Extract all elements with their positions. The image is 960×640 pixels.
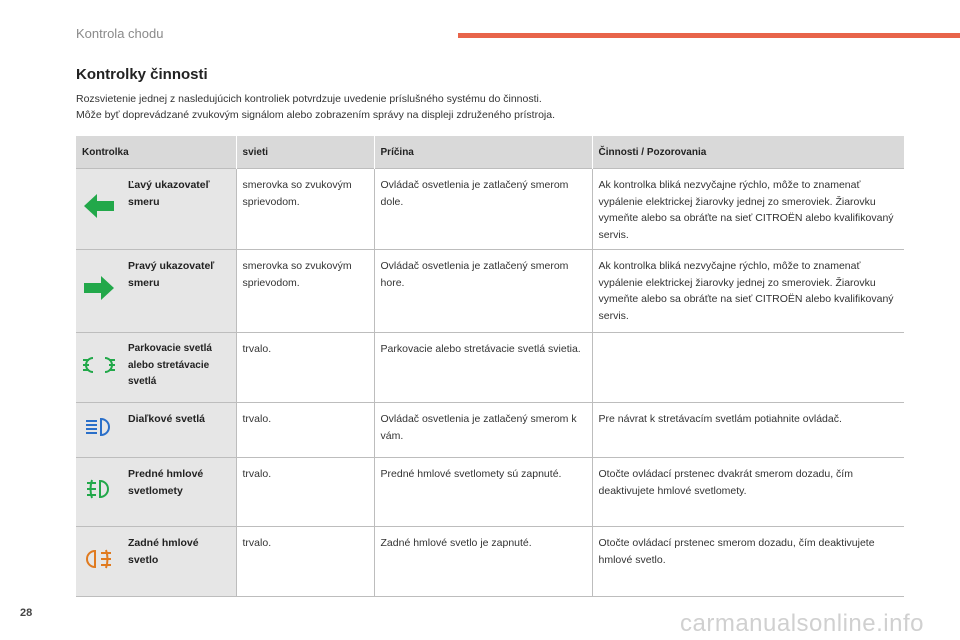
indicator-table bbox=[76, 136, 904, 597]
front-fog-icon bbox=[85, 478, 113, 506]
icon-cell bbox=[76, 403, 122, 458]
rear-fog-icon bbox=[85, 548, 113, 576]
svieti-cell: trvalo. bbox=[236, 333, 374, 403]
table-row bbox=[76, 250, 904, 333]
table-row bbox=[76, 169, 904, 250]
pricina-cell: Parkovacie alebo stretávacie svetlá svietia. bbox=[374, 333, 592, 403]
right-arrow-icon bbox=[84, 275, 114, 307]
icon-cell bbox=[76, 458, 122, 527]
cinnosti-cell: Pre návrat k stretávacím svetlám potiahnite ovládač. bbox=[592, 403, 904, 458]
pricina-cell: Predné hmlové svetlomety sú zapnuté. bbox=[374, 458, 592, 527]
pricina-cell: Ovládač osvetlenia je zatlačený smerom hore. bbox=[374, 250, 592, 333]
page-number: 28 bbox=[20, 607, 33, 619]
table-row bbox=[76, 403, 904, 458]
svieti-cell: trvalo. bbox=[236, 458, 374, 527]
high-beam-icon bbox=[85, 417, 113, 443]
icon-cell bbox=[76, 250, 122, 333]
indicator-name: Zadné hmlové svetlo bbox=[122, 527, 236, 597]
cinnosti-cell bbox=[592, 333, 904, 403]
intro-line: Môže byť doprevádzané zvukovým signálom alebo zobrazením správy na displeji združeného prístroja. bbox=[76, 109, 556, 121]
cinnosti-cell: Otočte ovládací prstenec dvakrát smerom dozadu, čím deaktivujete hmlové svetlomety. bbox=[592, 458, 904, 527]
svieti-cell: trvalo. bbox=[236, 403, 374, 458]
icon-cell bbox=[76, 527, 122, 597]
indicator-name: Ľavý ukazovateľ smeru bbox=[122, 169, 236, 250]
icon-cell bbox=[76, 333, 122, 403]
left-arrow-icon bbox=[84, 193, 114, 225]
column-header: Príčina bbox=[374, 136, 592, 169]
svieti-cell: trvalo. bbox=[236, 527, 374, 597]
pricina-cell: Ovládač osvetlenia je zatlačený smerom k vám. bbox=[374, 403, 592, 458]
column-header: svieti bbox=[236, 136, 374, 169]
table-header-row bbox=[76, 136, 904, 169]
header-accent-bar bbox=[458, 33, 960, 38]
page-header-title: Kontrola chodu bbox=[76, 26, 164, 41]
cinnosti-cell: Otočte ovládací prstenec smerom dozadu, čím deaktivujete hmlové svetlo. bbox=[592, 527, 904, 597]
pricina-cell: Ovládač osvetlenia je zatlačený smerom dole. bbox=[374, 169, 592, 250]
column-header: Kontrolka bbox=[76, 136, 236, 169]
section-title: Kontrolky činnosti bbox=[76, 66, 208, 83]
indicator-name: Predné hmlové svetlomety bbox=[122, 458, 236, 527]
indicator-name: Diaľkové svetlá bbox=[122, 403, 236, 458]
cinnosti-cell: Ak kontrolka bliká nezvyčajne rýchlo, môže to znamenať vypálenie elektrickej žiarovky jednej zo smeroviek. Žiarovku vymeňte alebo sa obráťte na sieť CITROËN alebo kvalifikovaný servis. bbox=[592, 169, 904, 250]
icon-cell bbox=[76, 169, 122, 250]
svieti-cell: smerovka so zvukovým sprievodom. bbox=[236, 250, 374, 333]
svieti-cell: smerovka so zvukovým sprievodom. bbox=[236, 169, 374, 250]
table-row bbox=[76, 527, 904, 597]
intro-text bbox=[76, 91, 916, 123]
table-row bbox=[76, 333, 904, 403]
column-header: Činnosti / Pozorovania bbox=[592, 136, 904, 169]
cinnosti-cell: Ak kontrolka bliká nezvyčajne rýchlo, môže to znamenať vypálenie elektrickej žiarovky jednej zo smeroviek. Žiarovku vymeňte alebo sa obráťte na sieť CITROËN alebo kvalifikovaný servis. bbox=[592, 250, 904, 333]
watermark-text: carmanualsonline.info bbox=[680, 610, 924, 637]
table-row bbox=[76, 458, 904, 527]
indicator-name: Pravý ukazovateľ smeru bbox=[122, 250, 236, 333]
pricina-cell: Zadné hmlové svetlo je zapnuté. bbox=[374, 527, 592, 597]
indicator-name: Parkovacie svetlá alebo stretávacie svetlá bbox=[122, 333, 236, 403]
parking-lights-icon bbox=[82, 354, 116, 382]
intro-line: Rozsvietenie jednej z nasledujúcich kontroliek potvrdzuje uvedenie príslušného systému do činnosti. bbox=[76, 93, 542, 105]
